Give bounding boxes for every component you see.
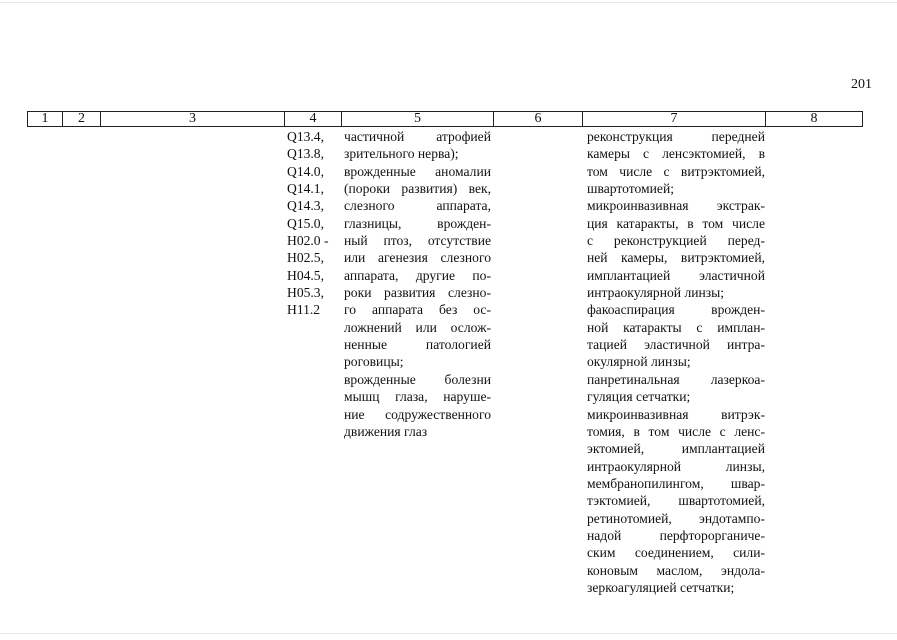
col7-text-line: эктомией, имплантацией (587, 441, 765, 457)
col7-text-line: гуляция сетчатки; (587, 389, 691, 405)
col5-text-line: роки развития слезно- (344, 285, 491, 301)
header-col-2: 2 (63, 112, 101, 126)
column-5-disease-description (344, 128, 491, 440)
col5-text-line: зрительного нерва); (344, 146, 459, 162)
col7-text-line: том числе с витрэктомией, (587, 163, 765, 179)
col7-text-line: имплантацией эластичной (587, 267, 765, 283)
col5-text-line: движения глаз (344, 423, 428, 439)
col5-text-line: врожденные аномалии (344, 163, 491, 179)
col7-text-line: ретинотомией, эндотампо- (587, 510, 765, 526)
col5-text-line: ложнений или ослож- (344, 319, 491, 335)
col7-text-line: интраокулярной линзы; (587, 285, 725, 301)
header-col-5: 5 (342, 112, 494, 126)
header-col-1: 1 (28, 112, 63, 126)
col5-text-line: частичной атрофией (344, 129, 491, 144)
header-col-6: 6 (494, 112, 583, 126)
col4-text-line: H02.0 - (287, 233, 329, 249)
col5-text-line: ный птоз, отсутствие (344, 233, 491, 249)
header-col-4: 4 (285, 112, 342, 126)
column-4-diagnosis-codes (287, 128, 337, 319)
col4-text-line: Q14.1, (287, 181, 325, 197)
header-col-3: 3 (101, 112, 285, 126)
col7-text-line: мембранопилингом, швар- (587, 475, 765, 491)
col7-text-line: томия, в том числе с ленс- (587, 423, 765, 439)
page-number: 201 (851, 77, 872, 92)
column-7-treatment-methods (587, 128, 765, 596)
col7-text-line: реконструкция передней (587, 129, 765, 144)
col7-text-line: камеры с ленсэктомией, в (587, 146, 765, 162)
col7-text-line: окулярной линзы; (587, 354, 691, 370)
col7-text-line: ция катаракты, в том числе (587, 215, 765, 231)
header-col-7: 7 (583, 112, 766, 126)
header-col-8: 8 (766, 112, 863, 126)
col7-text-line: ной катаракты с имплан- (587, 319, 765, 335)
col4-text-line: Q13.8, (287, 146, 325, 162)
col7-text-line: зеркоагуляцией сетчатки; (587, 579, 735, 595)
col4-text-line: Q15.0, (287, 215, 325, 231)
col7-text-line: коновым маслом, эндола- (587, 562, 765, 578)
col5-text-line: (пороки развития) век, (344, 181, 491, 197)
col7-text-line: микроинвазивная экстрак- (587, 198, 765, 214)
col7-text-line: надой перфторорганиче- (587, 527, 765, 543)
col7-text-line: тэктомией, швартотомией, (587, 493, 765, 509)
col4-text-line: H05.3, (287, 285, 325, 301)
col7-text-line: интраокулярной линзы, (587, 458, 765, 474)
col7-text-line: с реконструкцией перед- (587, 233, 765, 249)
col5-text-line: аппарата, другие по- (344, 267, 491, 283)
col5-text-line: роговицы; (344, 354, 404, 370)
col4-text-line: H04.5, (287, 267, 325, 283)
col5-text-line: врожденные болезни (344, 371, 491, 387)
col5-text-line: ние содружественного (344, 406, 491, 422)
col7-text-line: тацией эластичной интра- (587, 337, 765, 353)
col5-text-line: ненные патологией (344, 337, 491, 353)
col4-text-line: H02.5, (287, 250, 325, 266)
col7-text-line: микроинвазивная витрэк- (587, 406, 765, 422)
col7-text-line: ским соединением, сили- (587, 545, 765, 561)
col4-text-line: Q14.0, (287, 163, 325, 179)
col4-text-line: Q14.3, (287, 198, 325, 214)
col5-text-line: слезного аппарата, (344, 198, 491, 214)
col4-text-line: Q13.4, (287, 129, 325, 144)
col7-text-line: панретинальная лазеркоа- (587, 371, 765, 387)
scan-bottom-edge (0, 633, 897, 634)
scan-top-edge (0, 2, 897, 3)
col4-text-line: H11.2 (287, 302, 321, 318)
col7-text-line: факоаспирация врожден- (587, 302, 765, 318)
col7-text-line: швартотомией; (587, 181, 674, 197)
col7-text-line: ней камеры, витрэктомией, (587, 250, 765, 266)
table-header-row (27, 111, 863, 127)
col5-text-line: глазницы, врожден- (344, 215, 491, 231)
col5-text-line: го аппарата без ос- (344, 302, 491, 318)
col5-text-line: мышц глаза, наруше- (344, 389, 491, 405)
col5-text-line: или агенезия слезного (344, 250, 491, 266)
